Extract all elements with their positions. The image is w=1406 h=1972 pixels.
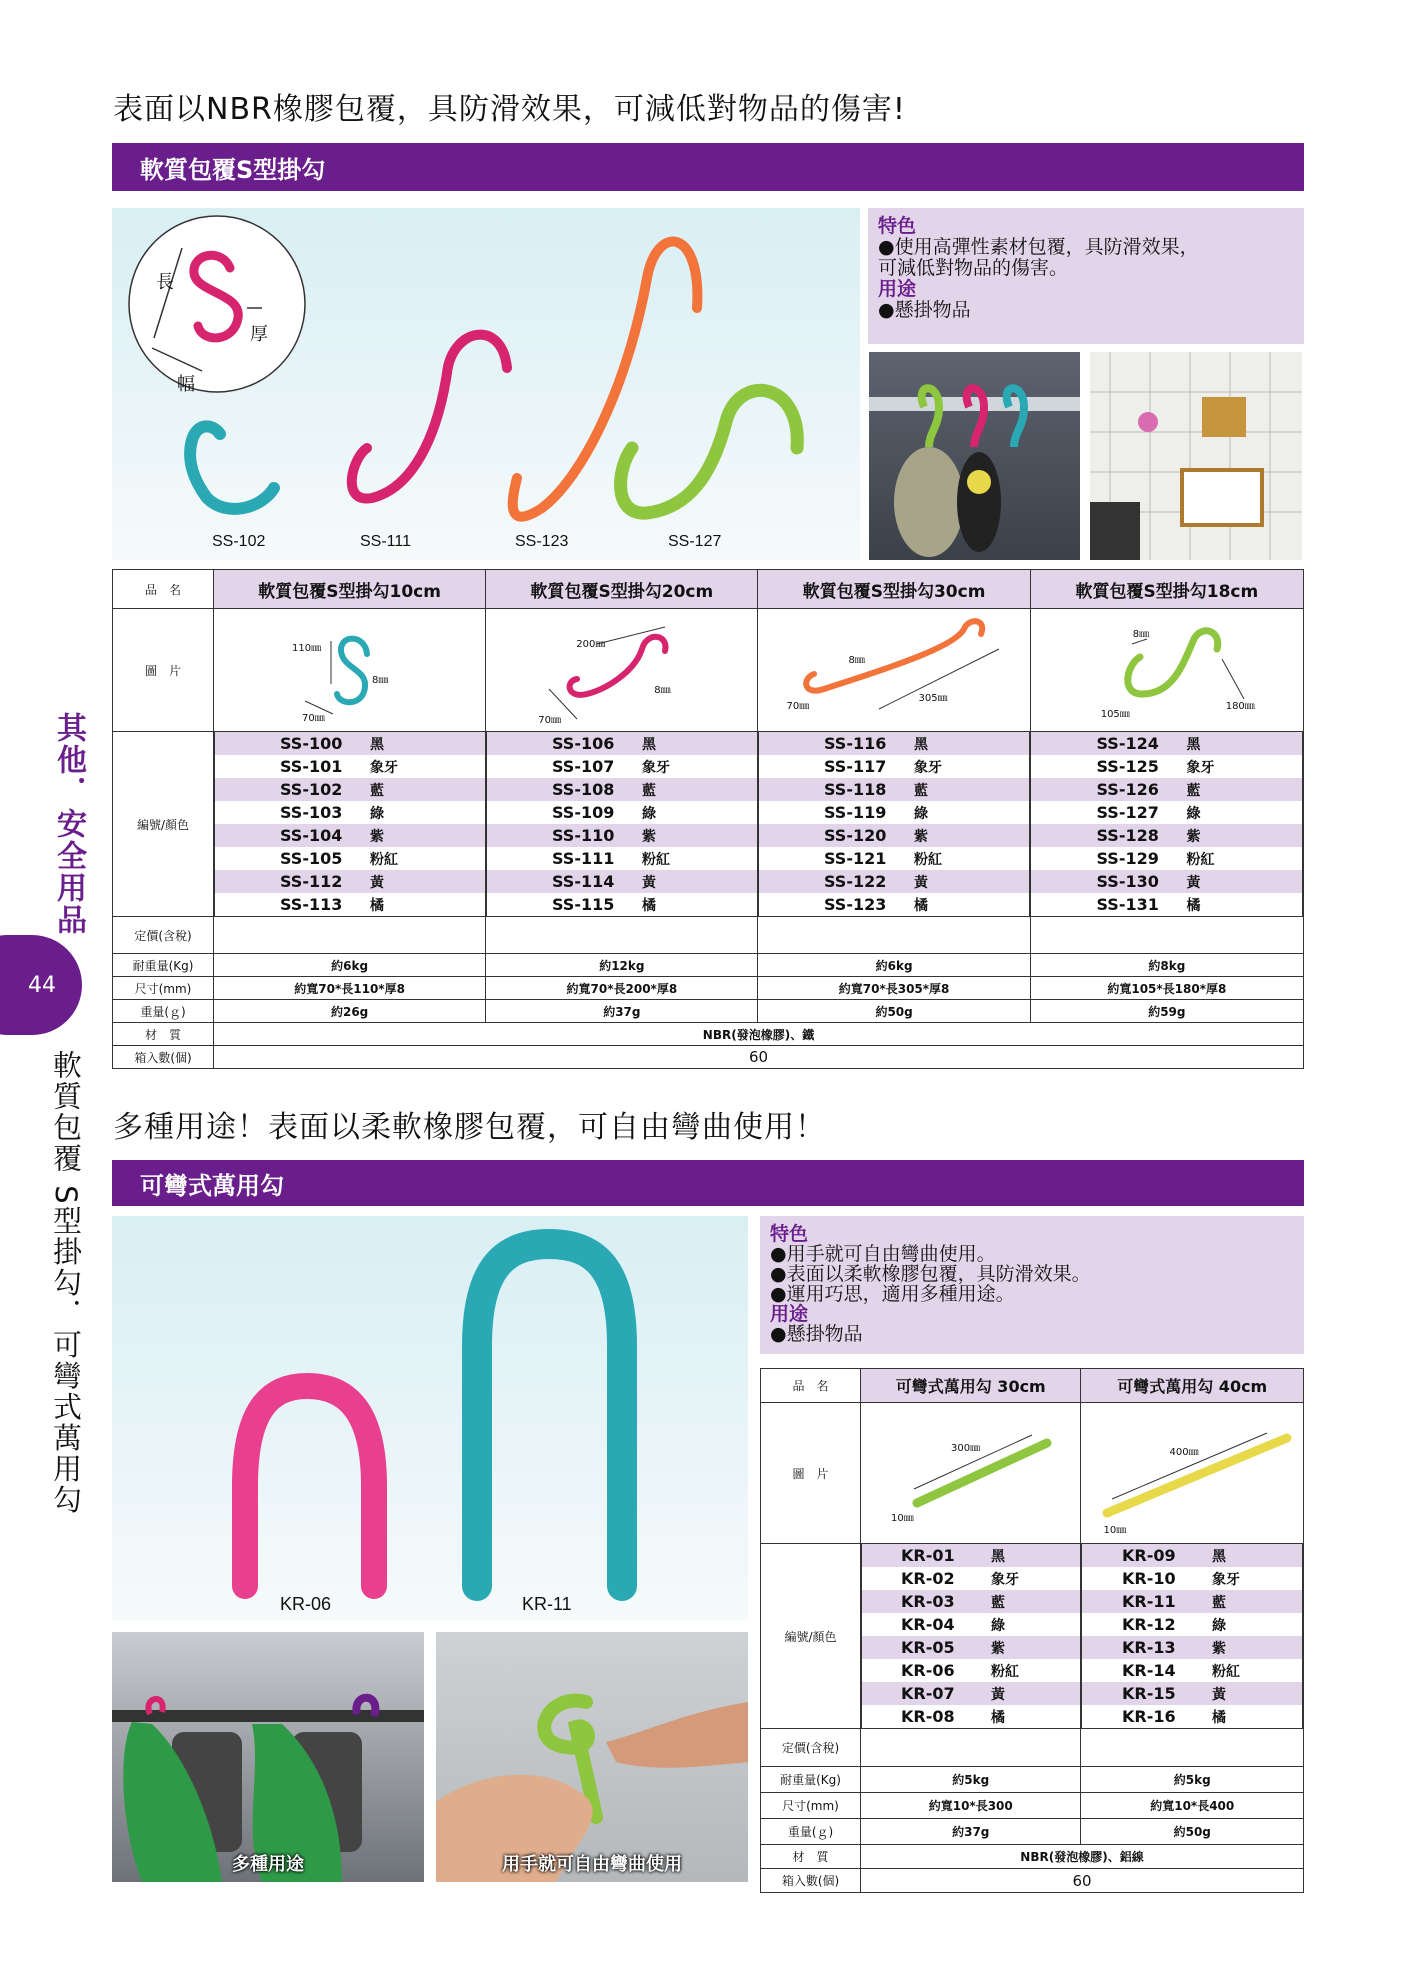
code-color-entry xyxy=(758,847,1030,870)
product-color: 橘 xyxy=(370,897,384,914)
diagram-width-label: 幅 xyxy=(177,374,195,395)
product-color: 象牙 xyxy=(914,759,942,776)
dim-label: 400㎜ xyxy=(1169,1447,1199,1458)
product-code: SS-120 xyxy=(824,826,887,845)
product-color: 黃 xyxy=(642,874,656,891)
product-code: SS-112 xyxy=(280,872,343,891)
weight-value: 約59g xyxy=(1030,1000,1303,1023)
product-color: 紫 xyxy=(991,1640,1005,1657)
code-color-entry xyxy=(214,847,486,870)
product-color: 黃 xyxy=(370,874,384,891)
product-color: 藍 xyxy=(991,1594,1005,1611)
dim-label: 8㎜ xyxy=(848,655,865,666)
code-color-entry xyxy=(486,801,758,824)
dim-label: 305㎜ xyxy=(918,693,948,704)
product-code: SS-103 xyxy=(280,803,343,822)
row-label-codes: 編號/顏色 xyxy=(113,732,214,917)
section2-title: 可彎式萬用勾 xyxy=(140,1171,284,1200)
usage-item: ●懸掛物品 xyxy=(878,299,971,321)
hero-label: SS-127 xyxy=(668,533,722,550)
feature-item: 可減低對物品的傷害。 xyxy=(878,257,1069,279)
hero-label: SS-123 xyxy=(515,533,569,550)
code-color-entry xyxy=(758,778,1030,801)
dim-label: 300㎜ xyxy=(951,1443,981,1454)
section1-features-box xyxy=(868,208,1304,344)
code-color-entry xyxy=(486,847,758,870)
row-label-size: 尺寸(mm) xyxy=(761,1793,861,1819)
code-color-entry xyxy=(758,870,1030,893)
diagram-long-label: 長 xyxy=(156,272,174,293)
product-color: 象牙 xyxy=(991,1571,1019,1588)
s-hook-hero-image xyxy=(112,208,860,560)
product-color: 象牙 xyxy=(1186,759,1215,776)
code-color-entry xyxy=(214,870,486,893)
product-color: 象牙 xyxy=(370,759,398,776)
product-code: SS-100 xyxy=(280,734,343,753)
product-color: 粉紅 xyxy=(914,851,942,868)
product-color: 紫 xyxy=(370,828,384,845)
codes-grid xyxy=(214,732,1303,916)
price-cell xyxy=(861,1729,1081,1767)
feature-item: ●用手就可自由彎曲使用。 xyxy=(770,1243,996,1265)
size-value: 約寬70*長200*厚8 xyxy=(486,977,758,1000)
product-color: 黃 xyxy=(1186,874,1201,891)
product-code: SS-109 xyxy=(552,803,615,822)
hero-label: KR-06 xyxy=(280,1594,332,1614)
product-code: SS-124 xyxy=(1096,734,1159,753)
product-code: SS-102 xyxy=(280,780,343,799)
size-value: 約寬10*長400 xyxy=(1081,1793,1304,1819)
code-color-entry xyxy=(486,755,758,778)
code-color-entry xyxy=(861,1636,1081,1659)
product-color: 紫 xyxy=(1186,828,1201,845)
product-code: SS-115 xyxy=(552,895,615,914)
weight-value: 約50g xyxy=(758,1000,1030,1023)
size-value: 約寬70*長110*厚8 xyxy=(214,977,486,1000)
row-label-material: 材 質 xyxy=(113,1023,214,1046)
product-color: 黑 xyxy=(1186,736,1201,753)
code-color-entry xyxy=(1030,824,1303,847)
row-label-size: 尺寸(mm) xyxy=(113,977,214,1000)
product-color: 粉紅 xyxy=(370,851,398,868)
price-cell xyxy=(486,917,758,954)
product-code: SS-110 xyxy=(552,826,615,845)
row-label-material: 材 質 xyxy=(761,1845,861,1869)
code-color-entry xyxy=(758,893,1030,916)
product-color: 綠 xyxy=(1186,805,1201,822)
feature-item: ●表面以柔軟橡膠包覆，具防滑效果。 xyxy=(770,1263,1091,1285)
product-image xyxy=(861,1403,1081,1544)
size-value: 約寬105*長180*厚8 xyxy=(1030,977,1303,1000)
product-color: 黑 xyxy=(370,736,384,753)
product-code: SS-116 xyxy=(824,734,887,753)
code-color-entry xyxy=(1030,847,1303,870)
code-color-entry xyxy=(1030,893,1303,916)
product-code: SS-131 xyxy=(1096,895,1159,914)
product-code: KR-07 xyxy=(901,1684,955,1703)
product-color: 橘 xyxy=(1186,897,1201,914)
size-value: 約寬70*長305*厚8 xyxy=(758,977,1030,1000)
product-code: KR-09 xyxy=(1122,1546,1176,1565)
hero-label: SS-102 xyxy=(212,533,266,550)
product-color: 藍 xyxy=(1212,1594,1226,1611)
product-code: SS-118 xyxy=(824,780,887,799)
code-color-entry xyxy=(861,1544,1081,1567)
weight-value: 約37g xyxy=(861,1819,1081,1845)
code-color-entry xyxy=(1081,1636,1303,1659)
product-code: KR-12 xyxy=(1122,1615,1176,1634)
product-color: 橘 xyxy=(914,897,928,914)
code-color-entry xyxy=(1081,1705,1303,1728)
product-code: SS-122 xyxy=(824,872,887,891)
product-code: SS-119 xyxy=(824,803,887,822)
section1-tagline: 表面以NBR橡膠包覆，具防滑效果，可減低對物品的傷害! xyxy=(113,92,906,127)
dim-label: 180㎜ xyxy=(1225,701,1255,712)
code-color-entry xyxy=(1030,870,1303,893)
code-color-entry xyxy=(1081,1544,1303,1567)
product-code: SS-125 xyxy=(1096,757,1159,776)
product-code: KR-05 xyxy=(901,1638,955,1657)
product-name: 軟質包覆S型掛勾18cm xyxy=(1030,570,1303,609)
s-hook-spec-table xyxy=(112,569,1304,1069)
row-label-weight: 重量(ｇ) xyxy=(113,1000,214,1023)
section2-features-box xyxy=(760,1216,1304,1354)
load-value: 約6kg xyxy=(214,954,486,977)
product-image xyxy=(1081,1403,1304,1544)
qty-value: 60 xyxy=(861,1869,1304,1893)
price-cell xyxy=(214,917,486,954)
product-code: SS-130 xyxy=(1096,872,1159,891)
dim-label: 110㎜ xyxy=(292,643,322,654)
product-color: 粉紅 xyxy=(1212,1663,1240,1680)
product-code: SS-129 xyxy=(1096,849,1159,868)
section1-title: 軟質包覆S型掛勾 xyxy=(140,155,326,184)
product-name: 可彎式萬用勾 40cm xyxy=(1081,1369,1304,1403)
dim-label: 105㎜ xyxy=(1100,709,1130,720)
product-code: SS-107 xyxy=(552,757,615,776)
row-label-name: 品 名 xyxy=(113,570,214,609)
code-color-entry xyxy=(214,893,486,916)
product-color: 黃 xyxy=(991,1686,1005,1703)
product-code: KR-01 xyxy=(901,1546,955,1565)
code-color-entry xyxy=(758,755,1030,778)
product-color: 藍 xyxy=(1186,782,1201,799)
row-label-image: 圖 片 xyxy=(761,1403,861,1544)
usage-photo-closet xyxy=(869,352,1080,560)
diagram-thick-label: 厚 xyxy=(250,324,268,345)
usage-photo-car xyxy=(112,1632,424,1882)
photo-caption: 多種用途 xyxy=(232,1854,304,1875)
dim-label: 8㎜ xyxy=(1132,629,1150,640)
price-cell xyxy=(758,917,1030,954)
product-color: 黃 xyxy=(1212,1686,1226,1703)
dim-label: 70㎜ xyxy=(302,713,325,724)
dim-label: 200㎜ xyxy=(576,639,606,650)
product-code: SS-114 xyxy=(552,872,615,891)
usage-heading: 用途 xyxy=(878,278,917,300)
code-color-entry xyxy=(758,801,1030,824)
product-code: SS-106 xyxy=(552,734,615,753)
code-color-entry xyxy=(1030,801,1303,824)
section2-title-band xyxy=(112,1160,1304,1206)
load-value: 約12kg xyxy=(486,954,758,977)
product-color: 藍 xyxy=(914,782,928,799)
dim-label: 8㎜ xyxy=(372,675,389,686)
product-color: 綠 xyxy=(370,805,384,822)
code-color-entry xyxy=(1030,732,1303,755)
product-color: 紫 xyxy=(914,828,928,845)
product-color: 藍 xyxy=(370,782,384,799)
usage-heading: 用途 xyxy=(770,1303,809,1325)
code-color-entry xyxy=(486,778,758,801)
code-color-entry xyxy=(214,801,486,824)
product-code: KR-03 xyxy=(901,1592,955,1611)
bendable-hook-spec-table xyxy=(760,1368,1304,1893)
photo-caption: 用手就可自由彎曲使用 xyxy=(502,1854,682,1875)
product-color: 粉紅 xyxy=(642,851,670,868)
material-value: NBR(發泡橡膠)、鋁線 xyxy=(861,1845,1304,1869)
product-code: SS-121 xyxy=(824,849,887,868)
product-name: 軟質包覆S型掛勾20cm xyxy=(486,570,758,609)
load-value: 約5kg xyxy=(861,1767,1081,1793)
code-color-entry xyxy=(758,824,1030,847)
product-code: SS-108 xyxy=(552,780,615,799)
code-color-entry xyxy=(1081,1590,1303,1613)
section1-title-band xyxy=(112,143,1304,191)
product-code: KR-14 xyxy=(1122,1661,1176,1680)
hero-label: SS-111 xyxy=(360,533,411,550)
codes-grid xyxy=(861,1544,1303,1728)
product-code: SS-128 xyxy=(1096,826,1159,845)
row-label-codes: 編號/顏色 xyxy=(761,1544,861,1729)
product-color: 象牙 xyxy=(642,759,670,776)
s-hook-hero-illustration xyxy=(112,208,860,560)
load-value: 約6kg xyxy=(758,954,1030,977)
size-value: 約寬10*長300 xyxy=(861,1793,1081,1819)
product-color: 紫 xyxy=(1212,1640,1226,1657)
product-color: 黑 xyxy=(642,736,656,753)
product-color: 黑 xyxy=(914,736,928,753)
code-color-entry xyxy=(1030,755,1303,778)
code-color-entry xyxy=(1030,778,1303,801)
product-image xyxy=(214,609,486,732)
product-code: KR-10 xyxy=(1122,1569,1176,1588)
load-value: 約8kg xyxy=(1030,954,1303,977)
product-color: 綠 xyxy=(642,805,656,822)
product-color: 藍 xyxy=(642,782,656,799)
features-heading: 特色 xyxy=(770,1223,809,1245)
row-label-load: 耐重量(Kg) xyxy=(761,1767,861,1793)
hero-label: KR-11 xyxy=(522,1594,572,1614)
product-code: SS-111 xyxy=(552,849,615,868)
product-code: KR-13 xyxy=(1122,1638,1176,1657)
row-label-load: 耐重量(Kg) xyxy=(113,954,214,977)
code-color-entry xyxy=(214,778,486,801)
codes-cell xyxy=(861,1544,1304,1729)
code-color-entry xyxy=(861,1613,1081,1636)
code-color-entry xyxy=(861,1682,1081,1705)
product-color: 橘 xyxy=(991,1709,1005,1726)
row-label-qty: 箱入數(個) xyxy=(113,1046,214,1069)
section2-tagline: 多種用途！表面以柔軟橡膠包覆，可自由彎曲使用！ xyxy=(113,1110,826,1145)
product-code: SS-127 xyxy=(1096,803,1159,822)
row-label-price: 定價(含稅) xyxy=(761,1729,861,1767)
dim-label: 8㎜ xyxy=(654,685,671,696)
product-color: 黑 xyxy=(1212,1548,1226,1565)
product-code: SS-117 xyxy=(824,757,887,776)
product-code: KR-02 xyxy=(901,1569,955,1588)
row-label-name: 品 名 xyxy=(761,1369,861,1403)
product-code: SS-126 xyxy=(1096,780,1159,799)
weight-value: 約37g xyxy=(486,1000,758,1023)
product-color: 橘 xyxy=(1212,1709,1226,1726)
product-code: KR-16 xyxy=(1122,1707,1176,1726)
codes-cell xyxy=(214,732,1304,917)
product-color: 黃 xyxy=(914,874,928,891)
dim-label: 70㎜ xyxy=(786,701,810,712)
product-code: KR-11 xyxy=(1122,1592,1176,1611)
usage-photo-wall xyxy=(1090,352,1302,560)
usage-item: ●懸掛物品 xyxy=(770,1323,863,1345)
row-label-qty: 箱入數(個) xyxy=(761,1869,861,1893)
bendable-hook-hero-image xyxy=(112,1216,748,1620)
page-number: 44 xyxy=(28,972,56,998)
product-color: 象牙 xyxy=(1212,1571,1240,1588)
code-color-entry xyxy=(486,870,758,893)
dim-label: 10㎜ xyxy=(1103,1525,1127,1536)
code-color-entry xyxy=(1081,1682,1303,1705)
product-name: 可彎式萬用勾 30cm xyxy=(861,1369,1081,1403)
code-color-entry xyxy=(486,893,758,916)
product-name: 軟質包覆S型掛勾10cm xyxy=(214,570,486,609)
features-heading: 特色 xyxy=(878,215,917,237)
product-color: 粉紅 xyxy=(1186,851,1215,868)
page-number-tab xyxy=(0,935,82,1035)
product-color: 綠 xyxy=(991,1617,1005,1634)
code-color-entry xyxy=(214,732,486,755)
load-value: 約5kg xyxy=(1081,1767,1304,1793)
row-label-image: 圖 片 xyxy=(113,609,214,732)
code-color-entry xyxy=(486,732,758,755)
code-color-entry xyxy=(214,824,486,847)
code-color-entry xyxy=(861,1590,1081,1613)
code-color-entry xyxy=(1081,1567,1303,1590)
code-color-entry xyxy=(758,732,1030,755)
code-color-entry xyxy=(486,824,758,847)
product-color: 紫 xyxy=(642,828,656,845)
product-image xyxy=(1030,609,1303,732)
dim-label: 10㎜ xyxy=(891,1513,914,1524)
product-code: SS-113 xyxy=(280,895,343,914)
product-code: KR-15 xyxy=(1122,1684,1176,1703)
product-code: SS-105 xyxy=(280,849,343,868)
price-cell xyxy=(1030,917,1303,954)
product-image xyxy=(758,609,1030,732)
bendable-hook-illustration xyxy=(112,1216,748,1620)
product-code: SS-104 xyxy=(280,826,343,845)
product-color: 粉紅 xyxy=(991,1663,1019,1680)
code-color-entry xyxy=(861,1659,1081,1682)
row-label-weight: 重量(ｇ) xyxy=(761,1819,861,1845)
product-code: KR-04 xyxy=(901,1615,955,1634)
product-code: KR-06 xyxy=(901,1661,955,1680)
code-color-entry xyxy=(861,1705,1081,1728)
material-value: NBR(發泡橡膠)、鐵 xyxy=(214,1023,1304,1046)
qty-value: 60 xyxy=(214,1046,1304,1069)
product-code: SS-123 xyxy=(824,895,887,914)
product-code: SS-101 xyxy=(280,757,343,776)
weight-value: 約26g xyxy=(214,1000,486,1023)
code-color-entry xyxy=(861,1567,1081,1590)
weight-value: 約50g xyxy=(1081,1819,1304,1845)
side-category: 其他．安全用品 xyxy=(51,712,86,936)
dim-label: 70㎜ xyxy=(538,715,561,726)
product-color: 綠 xyxy=(914,805,928,822)
price-cell xyxy=(1081,1729,1304,1767)
row-label-price: 定價(含稅) xyxy=(113,917,214,954)
code-color-entry xyxy=(214,755,486,778)
code-color-entry xyxy=(1081,1613,1303,1636)
feature-item: ●運用巧思，適用多種用途。 xyxy=(770,1283,1015,1305)
product-name: 軟質包覆S型掛勾30cm xyxy=(758,570,1030,609)
usage-photo-bending xyxy=(436,1632,748,1882)
code-color-entry xyxy=(1081,1659,1303,1682)
product-color: 橘 xyxy=(642,897,656,914)
product-image xyxy=(486,609,758,732)
feature-item: ●使用高彈性素材包覆，具防滑效果， xyxy=(878,236,1199,258)
product-code: KR-08 xyxy=(901,1707,955,1726)
side-title: 軟質包覆 S型掛勾．可彎式萬用勾 xyxy=(49,1050,83,1516)
product-color: 黑 xyxy=(991,1548,1005,1565)
product-color: 綠 xyxy=(1212,1617,1226,1634)
